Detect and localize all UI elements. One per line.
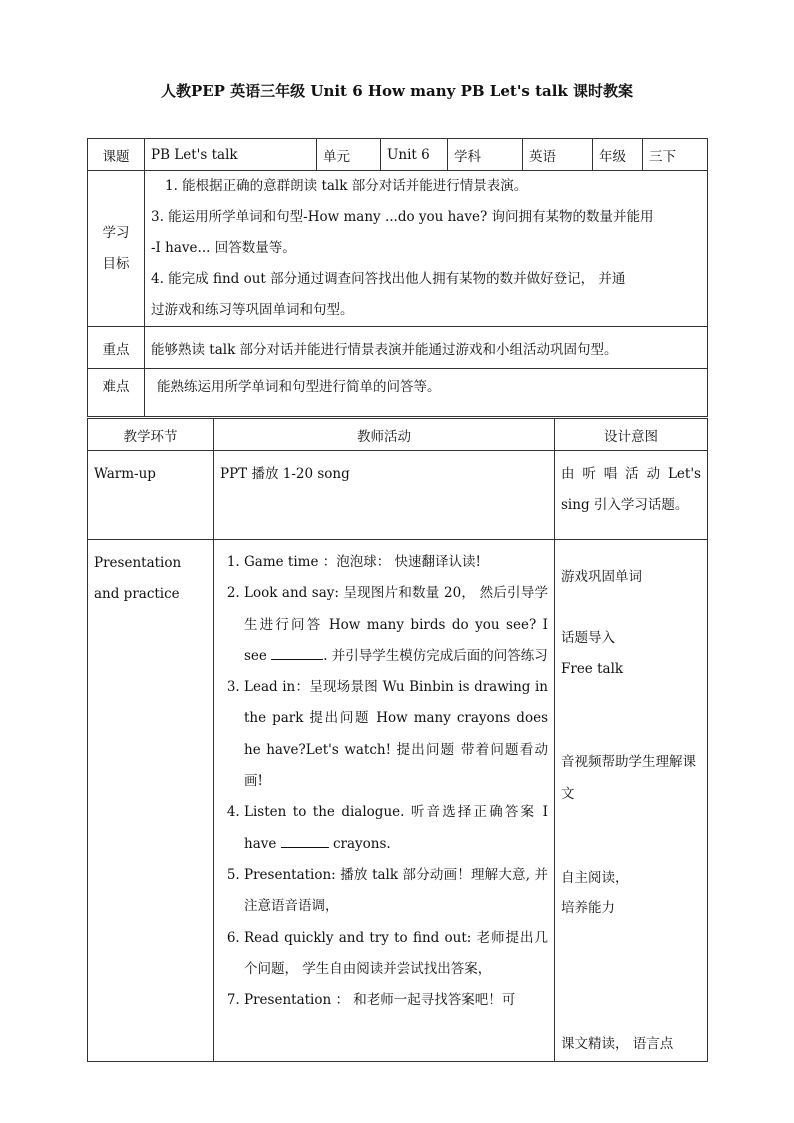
activity-step — [244, 578, 548, 672]
topic-value: PB Let's talk — [145, 139, 317, 171]
grade-value: 三下 — [643, 139, 708, 171]
grade-label: 年级 — [593, 139, 643, 171]
answer-blank — [271, 647, 323, 660]
subject-value: 英语 — [523, 139, 593, 171]
goals-label — [88, 171, 145, 327]
topic-label: 课题 — [88, 139, 145, 171]
step-text: crayons. — [332, 835, 391, 852]
activity-step: 6. Read quickly and try to find out: 老师提出几个问题， 学生自由阅读并尝试找出答案， — [244, 923, 548, 986]
intent-text: 培养能力 — [561, 900, 615, 916]
goal-item: 过游戏和练习等巩固单词和句型。 — [151, 302, 354, 318]
answer-blank — [281, 835, 329, 848]
difficulty-label: 难点 — [88, 369, 145, 417]
goals-label-line2: 目标 — [102, 255, 130, 272]
intent-text: Free talk — [561, 661, 624, 677]
step-text: Look and say: 呈现图片和数量 20， 然后引导学生进行问答 How many birds do you see? I see — [244, 585, 548, 664]
header-intent: 设计意图 — [555, 419, 708, 451]
process-header-row — [88, 419, 708, 451]
header-activity: 教师活动 — [214, 419, 555, 451]
presentation-row — [88, 540, 708, 1062]
lesson-info-table — [87, 138, 708, 417]
activity-step: 1. Game time ：泡泡球： 快速翻译认读! — [244, 547, 548, 578]
intent-text: 游戏巩固单词 — [561, 569, 642, 585]
teaching-process-table — [87, 418, 708, 1062]
activity-step: 7. Presentation ： 和老师一起寻找答案吧！可 — [244, 985, 548, 1016]
header-stage: 教学环节 — [88, 419, 214, 451]
intent-text: 课文精读， 语言点 — [561, 1036, 674, 1052]
goal-item: -I have... 回答数量等。 — [151, 240, 296, 256]
step-text: Listen to the dialogue. 听音选择正确答案 I have — [244, 804, 548, 852]
warmup-intent: 由 听 唱 活 动 Let's sing 引入学习话题。 — [555, 451, 708, 540]
step-text: . 并引导学生模仿完成后面的问答练习 — [323, 647, 548, 664]
intent-text: 自主阅读， — [561, 870, 629, 886]
presentation-activities — [214, 540, 555, 1062]
unit-label: 单元 — [317, 139, 381, 171]
key-point-row — [88, 327, 708, 369]
unit-value: Unit 6 — [381, 139, 448, 171]
key-point-label: 重点 — [88, 327, 145, 369]
presentation-intents — [555, 540, 708, 1062]
goals-content — [145, 171, 708, 327]
goal-item: 4. 能完成 find out 部分通过调查问答找出他人拥有某物的数并做好登记， 并通 — [151, 271, 626, 287]
key-point-text: 能够熟读 talk 部分对话并能进行情景表演并能通过游戏和小组活动巩固句型。 — [145, 327, 708, 369]
info-row — [88, 139, 708, 171]
intent-text: 话题导入 — [561, 630, 615, 646]
activity-list — [220, 547, 548, 1016]
warmup-stage: Warm-up — [88, 451, 214, 540]
page-title: 人教PEP 英语三年级 Unit 6 How many PB Let's talk 课时教案 — [160, 82, 634, 100]
difficulty-row — [88, 369, 708, 417]
activity-step: 3. Lead in：呈现场景图 Wu Binbin is drawing in the park 提出问题 How many crayons does he have?Let's watch! 提出问题 带着问题看动画! — [244, 672, 548, 797]
goal-item: 1. 能根据正确的意群朗读 talk 部分对话并能进行情景表演。 — [165, 178, 528, 194]
goals-label-line1: 学习 — [102, 224, 130, 241]
intent-text: 音视频帮助学生理解课文 — [561, 754, 696, 802]
activity-step: 5. Presentation: 播放 talk 部分动画！理解大意, 并注意语音语调， — [244, 860, 548, 923]
goals-row — [88, 171, 708, 327]
difficulty-text: 能熟练运用所学单词和句型进行简单的问答等。 — [145, 369, 708, 417]
activity-step — [244, 797, 548, 860]
warmup-activity: PPT 播放 1-20 song — [214, 451, 555, 540]
warmup-row — [88, 451, 708, 540]
goal-item: 3. 能运用所学单词和句型-How many ...do you have? 询问拥有某物的数量并能用 — [151, 209, 654, 225]
presentation-stage: Presentation and practice — [88, 540, 214, 1062]
subject-label: 学科 — [448, 139, 523, 171]
